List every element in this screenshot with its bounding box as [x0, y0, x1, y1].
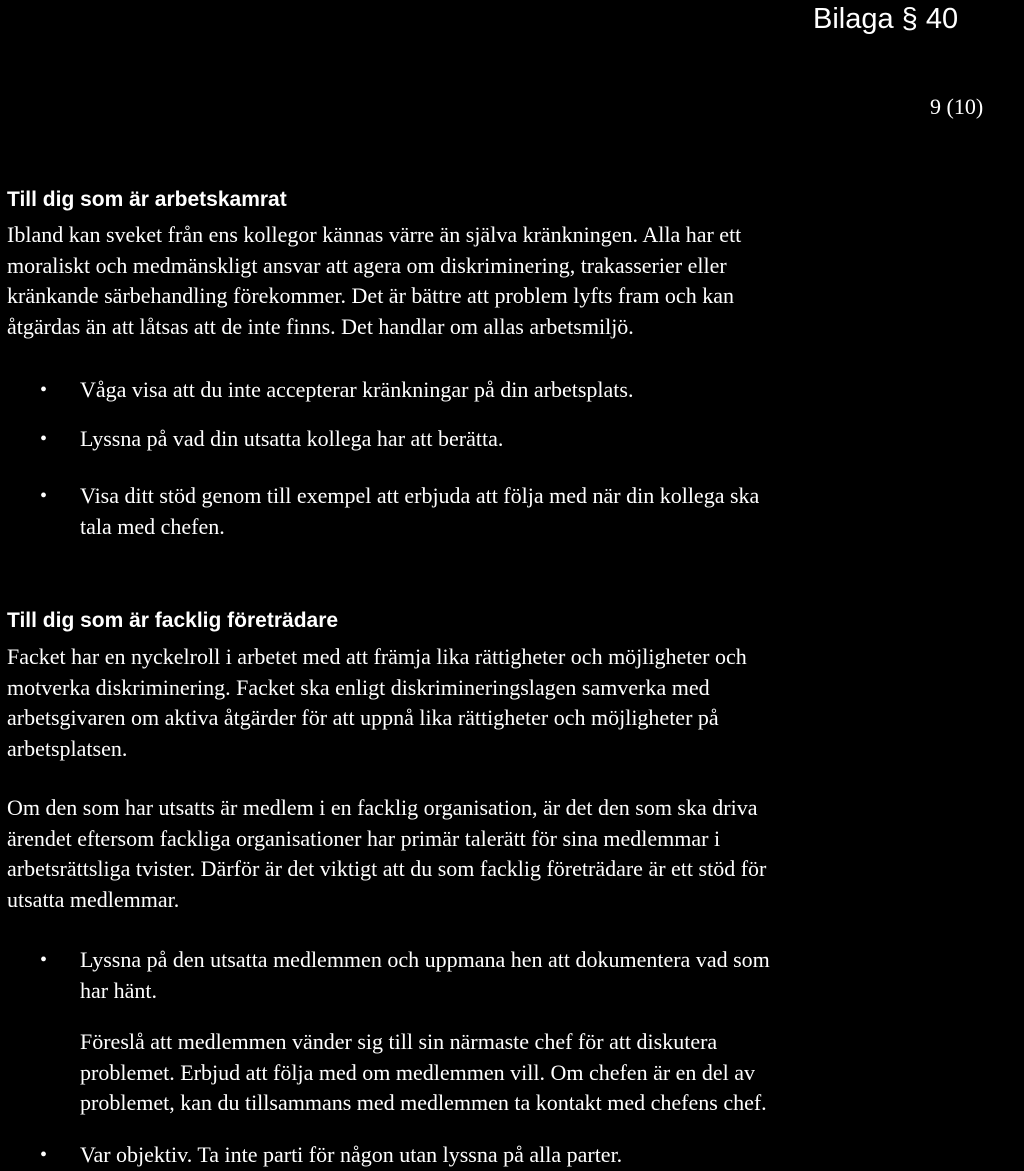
- text-line: Var objektiv. Ta inte parti för någon utan lyssna på alla parter.: [80, 1142, 623, 1167]
- text-line: problemet, kan du tillsammans med medlemmen ta kontakt med chefens chef.: [80, 1090, 767, 1115]
- text-line: ärendet eftersom fackliga organisationer har primär talerätt för sina medlemmar i: [7, 825, 721, 851]
- text-line: arbetsrättsliga tvister. Därför är det viktigt att du som facklig företrädare är ett stöd för: [7, 856, 767, 881]
- bullet-icon: •: [40, 485, 48, 507]
- section-paragraph-union-rep-1: [7, 642, 907, 764]
- bullet-icon: •: [40, 428, 48, 450]
- bullet-icon: •: [40, 1144, 48, 1166]
- section-paragraph-union-rep-2: [7, 793, 907, 915]
- attachment-label: Bilaga § 40: [813, 3, 959, 35]
- text-line: har hänt.: [80, 977, 157, 1003]
- text-line: Lyssna på vad din utsatta kollega har att berätta.: [80, 426, 504, 451]
- text-line: problemet. Erbjud att följa med om medlemmen vill. Om chefen är en del av: [80, 1059, 756, 1085]
- text-line: Om den som har utsatts är medlem i en facklig organisation, är det den som ska driva: [7, 795, 758, 820]
- text-line: Ibland kan sveket från ens kollegor kännas värre än själva kränkningen. Alla har ett: [7, 222, 742, 247]
- text-line: Våga visa att du inte accepterar kränkningar på din arbetsplats.: [80, 377, 634, 402]
- list-item-text: [80, 424, 920, 455]
- bullet-icon: •: [40, 949, 48, 971]
- bullet-icon: •: [40, 379, 48, 401]
- text-line: Visa ditt stöd genom till exempel att erbjuda att följa med när din kollega ska: [80, 483, 760, 508]
- text-line: Facket har en nyckelroll i arbetet med att främja lika rättigheter och möjligheter och: [7, 644, 747, 669]
- list-item-subparagraph: [80, 1027, 920, 1119]
- section-paragraph-colleague: [7, 220, 907, 342]
- text-line: arbetsplatsen.: [7, 735, 128, 761]
- text-line: Föreslå att medlemmen vänder sig till sin närmaste chef för att diskutera: [80, 1029, 718, 1054]
- text-line: tala med chefen.: [80, 513, 225, 539]
- text-line: arbetsgivaren om aktiva åtgärder för att uppnå lika rättigheter och möjligheter på: [7, 705, 719, 730]
- text-line: åtgärdas än att låtsas att de inte finns. Det handlar om allas arbetsmiljö.: [7, 313, 634, 339]
- text-line: moraliskt och medmänskligt ansvar att agera om diskriminering, trakasserier eller: [7, 252, 727, 278]
- list-item-text: [80, 1140, 920, 1171]
- list-item-text: [80, 945, 920, 1006]
- text-line: utsatta medlemmar.: [7, 886, 180, 912]
- list-item-text: [80, 375, 920, 406]
- section-heading-union-rep: Till dig som är facklig företrädare: [7, 609, 339, 632]
- text-line: Lyssna på den utsatta medlemmen och uppmana hen att dokumentera vad som: [80, 947, 770, 972]
- section-heading-colleague: Till dig som är arbetskamrat: [7, 188, 287, 211]
- list-item-text: [80, 481, 920, 542]
- text-line: motverka diskriminering. Facket ska enligt diskrimineringslagen samverka med: [7, 674, 710, 700]
- page-number: 9 (10): [930, 94, 984, 119]
- text-line: kränkande särbehandling förekommer. Det är bättre att problem lyfts fram och kan: [7, 283, 734, 308]
